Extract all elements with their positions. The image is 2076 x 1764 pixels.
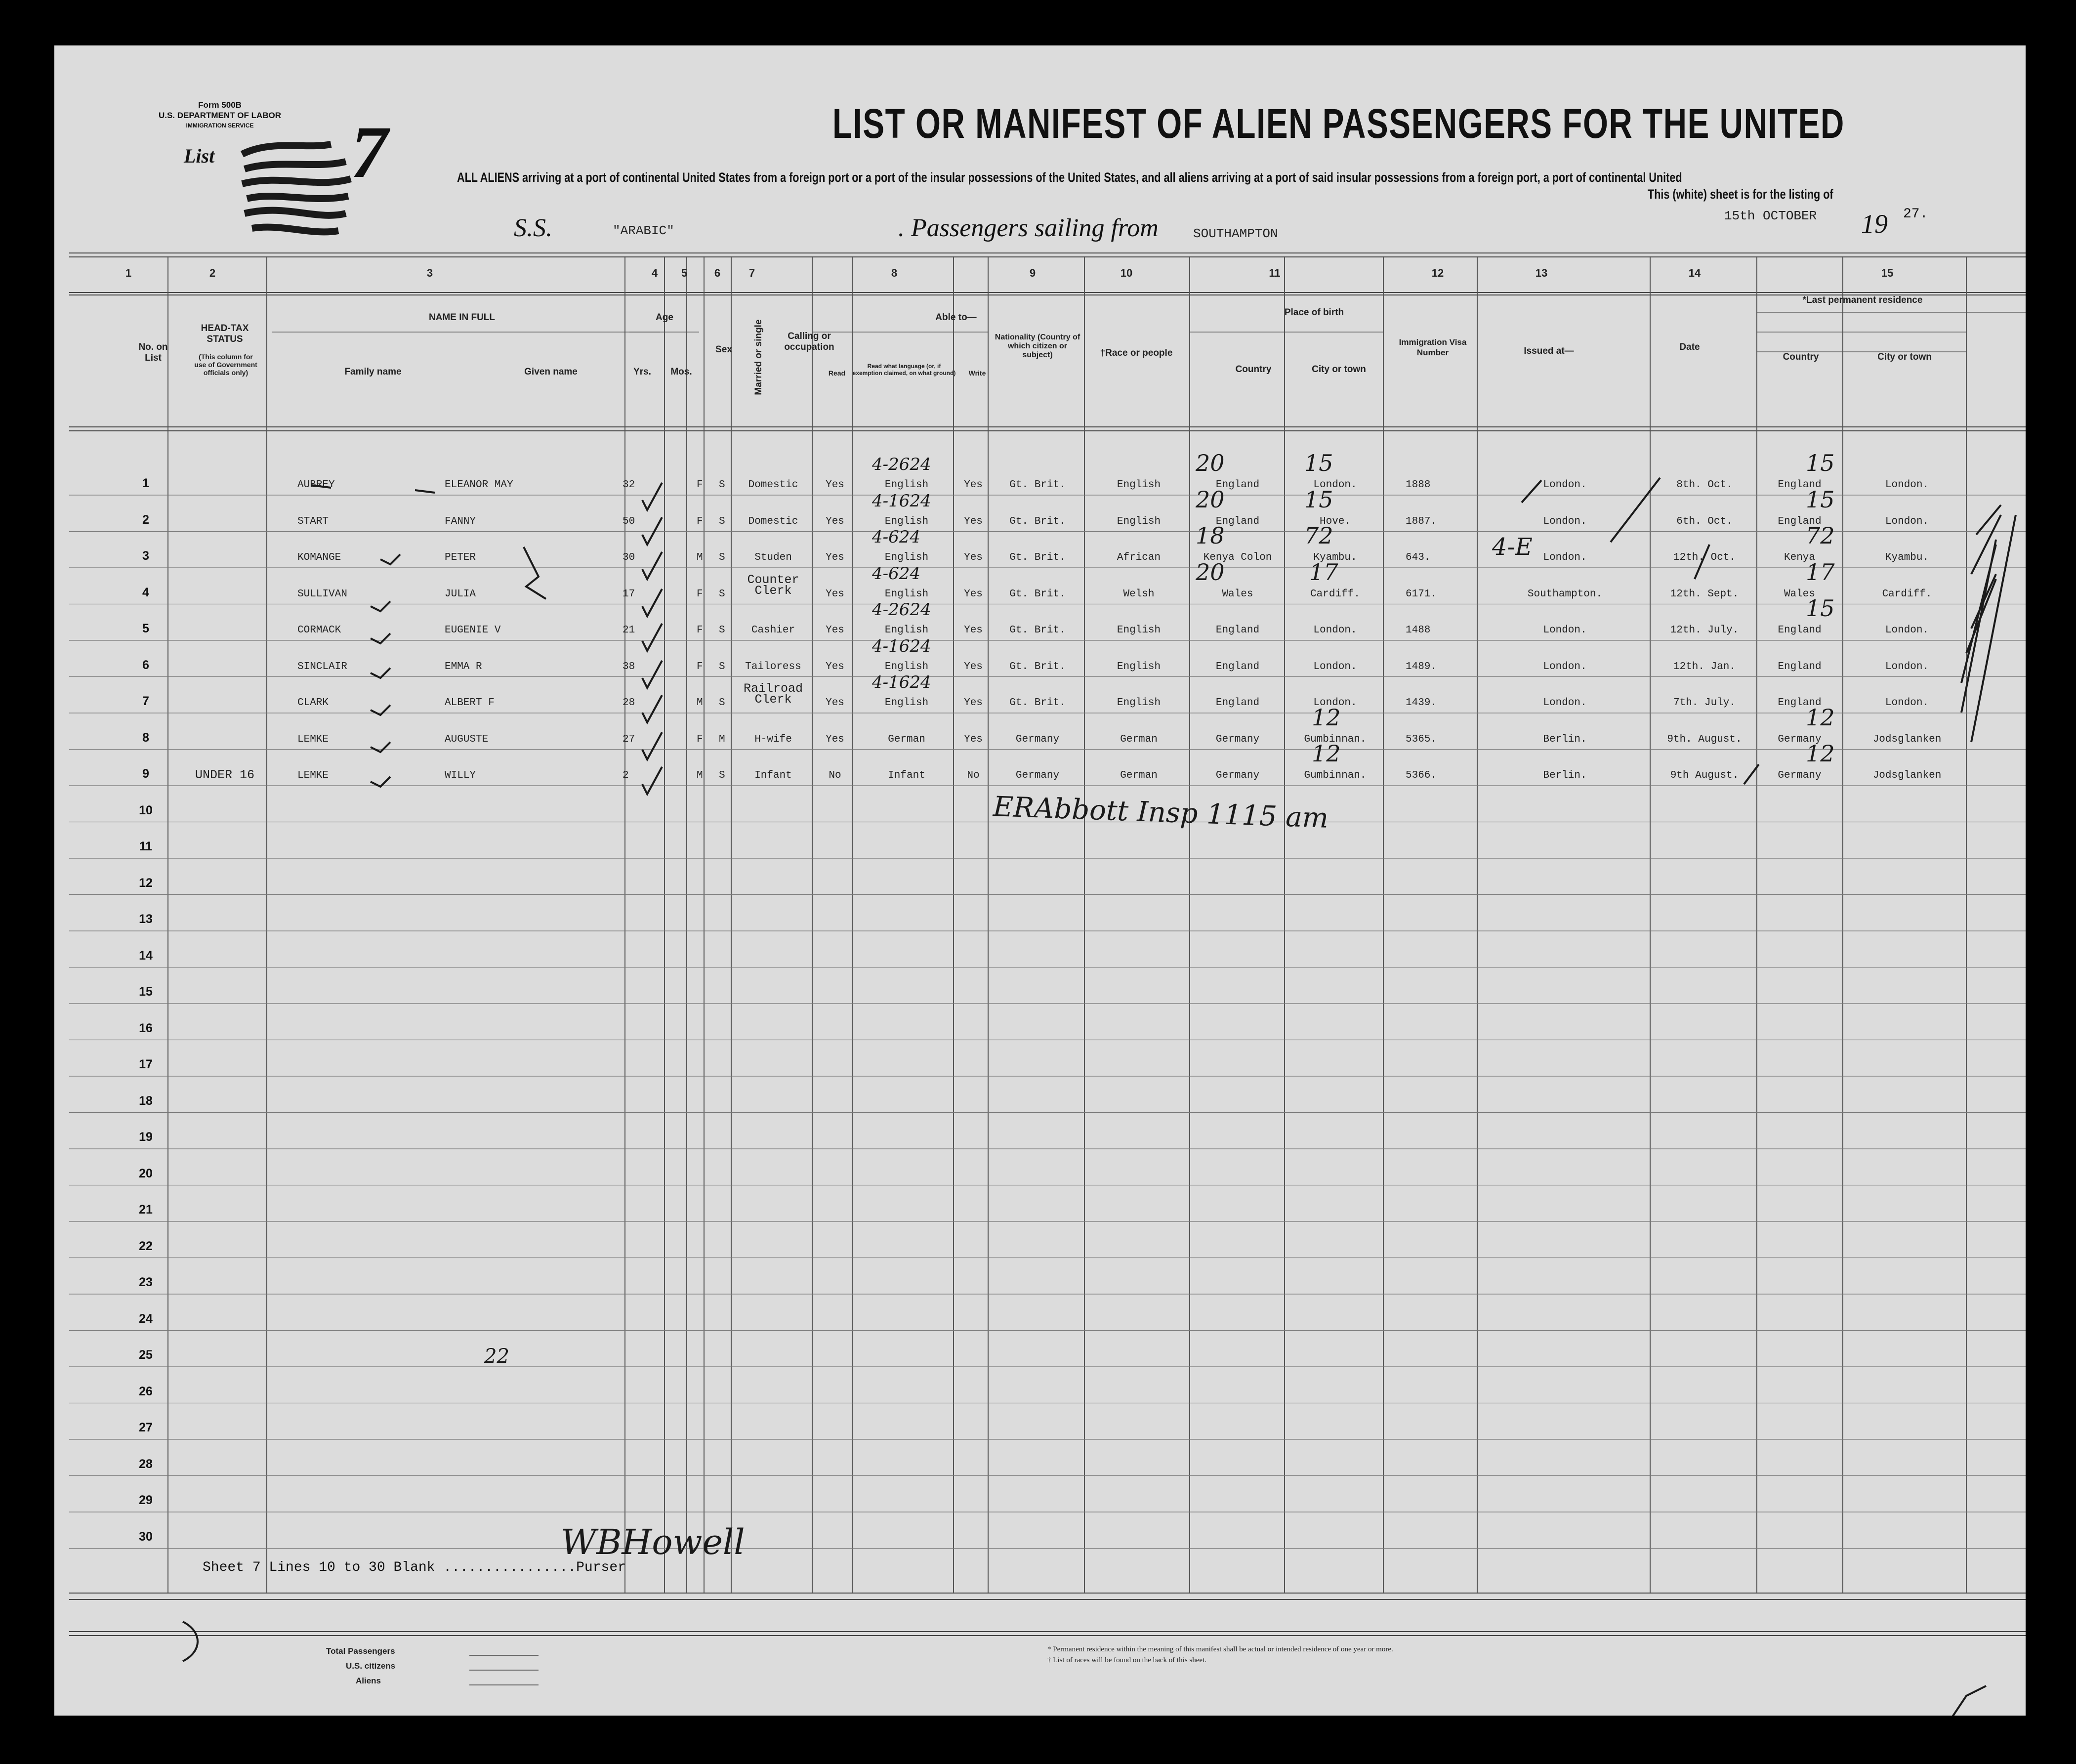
row-number: 3 [142,549,149,563]
birth-city-mark: 72 [1304,522,1333,549]
race-cell: African [1117,552,1161,563]
read-cell: Yes [826,552,844,563]
residence-city-cell: London. [1885,697,1929,709]
header-able-to: Able to— [935,312,977,323]
service-name: IMMIGRATION SERVICE [186,122,254,129]
sex-cell: F [697,588,703,600]
column-number: 15 [1881,267,1894,279]
age-years-cell: 21 [623,625,635,636]
residence-city-cell: Jodsglanken [1872,770,1942,781]
row-number: 15 [139,985,153,999]
read-cell: Yes [826,588,844,600]
row-number: 5 [142,622,149,635]
read-language-note: 4-2624 [872,600,931,620]
family-name-cell: LEMKE [297,733,329,745]
visa-date-cell: 12th. Sept. [1670,588,1739,600]
issued-note: 4-E [1492,533,1533,561]
us-citizens-label: U.S. citizens [346,1661,396,1671]
residence-country-cell: England [1778,479,1822,491]
birth-country-mark: 20 [1196,486,1225,513]
head-tax-cell: UNDER 16 [195,768,255,782]
read-cell: Yes [826,479,844,491]
issued-at-cell: London. [1543,479,1587,491]
row-number: 16 [139,1021,153,1035]
race-cell: German [1120,770,1158,781]
nationality-cell: Gt. Brit. [1009,515,1066,527]
residence-mark: 72 [1806,522,1835,549]
footer-sheet-line: Sheet 7 Lines 10 to 30 Blank ................Purser [203,1560,626,1575]
header-nationality: Nationality (Country of which citizen or subject) [995,333,1080,359]
header-place-of-birth: Place of birth [1284,307,1344,318]
nationality-cell: Gt. Brit. [1009,625,1066,636]
given-name-cell: EMMA R [445,661,482,672]
header-pob-country: Country [1235,364,1272,375]
language-cell: English [884,588,929,600]
given-name-cell: PETER [445,552,476,563]
header-pob-city: City or town [1312,364,1366,375]
column-number: 1 [125,267,132,279]
read-language-note: 4-624 [872,527,921,547]
write-cell: Yes [964,661,983,672]
header-visa: Immigration Visa Number [1399,337,1467,357]
sex-cell: F [697,515,703,527]
column-number: 4 [651,267,658,279]
occupation-cell: Infant [754,770,792,781]
residence-city-cell: London. [1885,515,1929,527]
race-cell: English [1117,625,1161,636]
header-write: Write [968,369,986,377]
read-cell: Yes [826,733,844,745]
visa-number-cell: 1887. [1406,515,1437,527]
row-number: 22 [139,1239,153,1253]
nationality-cell: Gt. Brit. [1009,479,1066,491]
header-race: †Race or people [1100,348,1173,358]
residence-country-cell: Kenya [1784,552,1815,563]
marital-status-cell: S [719,697,725,709]
column-number: 6 [714,267,721,279]
birth-country-mark: 20 [1196,450,1225,476]
issued-at-cell: Berlin. [1543,770,1587,781]
residence-country-cell: Germany [1778,770,1822,781]
column-number: 5 [681,267,688,279]
column-number: 14 [1688,267,1701,279]
visa-number-cell: 643. [1406,552,1431,563]
visa-number-cell: 5366. [1406,770,1437,781]
occupation-cell: H-wife [754,733,792,745]
birth-city-mark: 12 [1312,704,1341,731]
marital-status-cell: M [719,733,725,745]
marital-status-cell: S [719,770,725,781]
header-calling: Calling or occupation [784,331,834,352]
column-number: 11 [1269,267,1281,279]
form-block [146,100,294,131]
birth-city-cell: London. [1313,661,1357,672]
language-cell: English [884,479,929,491]
row-number: 25 [139,1348,153,1362]
row-number: 6 [142,658,149,672]
family-name-cell: AUBREY [297,479,335,491]
birth-city-cell: London. [1313,479,1357,491]
row-number: 10 [139,803,153,817]
birth-country-cell: Wales [1222,588,1253,600]
row-number: 13 [139,912,153,926]
visa-number-cell: 6171. [1406,588,1437,600]
column-number: 3 [426,267,433,279]
sex-cell: M [697,552,703,563]
read-language-note: 4-1624 [872,636,931,656]
row-number: 8 [142,730,149,745]
row-25-mark: 22 [484,1345,509,1368]
row-number: 2 [142,512,149,527]
birth-country-cell: England [1215,625,1260,636]
ship-name: "ARABIC" [613,223,674,238]
birth-country-cell: Germany [1215,770,1260,781]
birth-country-mark: 18 [1196,522,1225,549]
residence-city-cell: London. [1885,625,1929,636]
race-cell: English [1117,479,1161,491]
occupation-cell: Domestic [748,515,798,527]
issued-at-cell: Southampton. [1527,588,1603,600]
sailing-from-label: . Passengers sailing from [898,214,1159,242]
residence-country-cell: England [1778,625,1822,636]
visa-date-cell: 6th. Oct. [1676,515,1733,527]
form-number: Form 500B [198,100,242,110]
row-number: 12 [139,876,153,890]
write-cell: Yes [964,588,983,600]
residence-country-cell: England [1778,697,1822,709]
language-cell: German [888,733,925,745]
purser-signature: WBHowell [561,1522,745,1562]
visa-date-cell: 9th August. [1670,770,1739,781]
birth-city-mark: 17 [1309,558,1338,586]
age-years-cell: 30 [623,552,635,563]
page-subtitle: ALL ALIENS arriving at a port of continental United States from a foreign port or a port of the insular possessions of the United States, and all aliens arriving at a port of said insular possessions from a foreign port, a port of continental United [457,170,1682,185]
residence-country-cell: England [1778,661,1822,672]
issued-at-cell: London. [1543,697,1587,709]
row-number: 27 [139,1421,153,1434]
occupation-cell: Tailoress [745,661,801,672]
read-cell: Yes [826,661,844,672]
header-read-what: Read what language (or, if exemption claimed, on what ground) [852,363,956,377]
birth-city-mark: 15 [1304,450,1333,476]
visa-date-cell: 12th. Oct. [1673,552,1736,563]
write-cell: Yes [964,479,983,491]
birth-city-cell: Cardiff. [1310,588,1360,600]
visa-date-cell: 12th. July. [1670,625,1739,636]
race-cell: German [1120,733,1158,745]
department-name: U.S. DEPARTMENT OF LABOR [158,111,282,120]
aliens-label: Aliens [356,1676,381,1685]
residence-country-cell: England [1778,515,1822,527]
column-number: 13 [1535,267,1548,279]
read-language-note: 4-1624 [872,672,931,692]
birth-city-cell: Hove. [1319,515,1351,527]
sex-cell: M [697,697,703,709]
column-number: 9 [1029,267,1036,279]
write-cell: Yes [964,515,983,527]
read-language-note: 4-2624 [872,455,931,474]
family-name-cell: SULLIVAN [297,588,347,600]
given-name-cell: EUGENIE V [445,625,501,636]
write-cell: Yes [964,552,983,563]
occupation-cell: Cashier [751,625,795,636]
race-cell: English [1117,515,1161,527]
row-number: 24 [139,1311,153,1326]
residence-city-cell: London. [1885,661,1929,672]
header-head-tax: HEAD-TAX STATUS [201,323,249,344]
header-name-in-full: NAME IN FULL [428,312,496,323]
row-number: 14 [139,948,153,963]
header-mos: Mos. [670,367,692,377]
departure-port: SOUTHAMPTON [1193,226,1278,241]
write-cell: Yes [964,733,983,745]
header-given-name: Given name [524,367,578,377]
age-years-cell: 32 [623,479,635,491]
language-cell: English [884,625,929,636]
row-number: 17 [139,1057,153,1071]
list-scribble [232,134,361,243]
table-grid [54,45,2026,1716]
age-years-cell: 28 [623,697,635,709]
nationality-cell: Gt. Brit. [1009,588,1066,600]
row-number: 7 [142,694,149,708]
given-name-cell: AUGUSTE [445,733,489,745]
header-last-residence: *Last permanent residence [1802,295,1923,305]
marital-status-cell: S [719,552,725,563]
birth-country-mark: 20 [1196,558,1225,586]
family-name-cell: CORMACK [297,625,341,636]
residence-country-cell: Wales [1784,588,1815,600]
birth-city-cell: London. [1313,697,1357,709]
row-number: 11 [139,840,153,853]
visa-date-cell: 7th. July. [1673,697,1736,709]
family-name-cell: CLARK [297,697,329,709]
language-cell: English [884,552,929,563]
total-passengers-label: Total Passengers [326,1646,395,1656]
birth-country-cell: Germany [1215,733,1260,745]
read-language-note: 4-1624 [872,491,931,511]
issued-at-cell: London. [1543,515,1587,527]
sex-cell: F [697,661,703,672]
column-number: 8 [891,267,898,279]
sex-cell: F [697,625,703,636]
family-name-cell: SINCLAIR [297,661,347,672]
write-cell: Yes [964,625,983,636]
sailing-date: 15th OCTOBER [1724,209,1817,223]
occupation-cell: Studen [754,552,792,563]
header-head-tax-note: (This column for use of Government officials only) [194,353,257,377]
family-name-cell: KOMANGE [297,552,341,563]
occupation-cell: Counter Clerk [747,572,799,598]
given-name-cell: ALBERT F [445,697,495,709]
nationality-cell: Germany [1015,733,1060,745]
family-name-cell: LEMKE [297,770,329,781]
given-name-cell: JULIA [445,588,476,600]
birth-city-mark: 15 [1304,486,1333,513]
residence-mark: 17 [1806,558,1835,586]
residence-city-cell: London. [1885,479,1929,491]
residence-mark: 15 [1806,450,1835,476]
year-prefix: 19 [1861,209,1888,239]
birth-country-cell: Kenya Colon [1203,552,1272,563]
page-subtitle-right: This (white) sheet is for the listing of [1648,187,1833,202]
read-cell: Yes [826,625,844,636]
residence-mark: 12 [1806,740,1835,767]
age-years-cell: 27 [623,733,635,745]
header-no-on-list: No. on List [138,342,168,363]
row-number: 20 [139,1166,153,1180]
read-cell: Yes [826,697,844,709]
row-number: 1 [142,476,149,490]
row-number: 26 [139,1384,153,1398]
header-sex: Sex [715,344,732,355]
column-number: 7 [748,267,755,279]
read-language-note: 4-624 [872,563,921,584]
row-number: 29 [139,1493,153,1507]
write-cell: No [967,770,980,781]
birth-city-cell: Kyambu. [1313,552,1357,563]
marital-status-cell: S [719,588,725,600]
year-suffix: 27. [1903,207,1928,222]
row-number: 23 [139,1275,153,1289]
language-cell: English [884,661,929,672]
header-family-name: Family name [344,367,402,377]
visa-date-cell: 12th. Jan. [1673,661,1736,672]
totals-rules [450,1646,548,1696]
column-number: 10 [1120,267,1133,279]
residence-city-cell: Jodsglanken [1872,733,1942,745]
issued-at-cell: London. [1543,552,1587,563]
nationality-cell: Gt. Brit. [1009,661,1066,672]
row-number: 30 [139,1529,153,1544]
marital-status-cell: S [719,661,725,672]
row-number: 18 [139,1093,153,1108]
ship-label: S.S. [514,214,552,242]
read-cell: Yes [826,515,844,527]
birth-city-cell: Gumbinnan. [1304,733,1367,745]
write-cell: Yes [964,697,983,709]
age-years-cell: 50 [623,515,635,527]
manifest-sheet [54,45,2026,1716]
row-number: 19 [139,1130,153,1144]
read-cell: No [829,770,841,781]
column-number: 2 [209,267,216,279]
occupation-cell: Railroad Clerk [743,681,803,707]
residence-mark: 15 [1806,486,1835,513]
language-cell: English [884,697,929,709]
given-name-cell: FANNY [445,515,476,527]
visa-number-cell: 1489. [1406,661,1437,672]
marital-status-cell: S [719,515,725,527]
race-cell: English [1117,697,1161,709]
header-age: Age [656,312,673,323]
age-years-cell: 2 [623,770,629,781]
column-number: 12 [1431,267,1444,279]
residence-country-cell: Germany [1778,733,1822,745]
marital-status-cell: S [719,479,725,491]
nationality-cell: Gt. Brit. [1009,697,1066,709]
row-number: 28 [139,1457,153,1471]
birth-country-cell: England [1215,697,1260,709]
issued-at-cell: London. [1543,625,1587,636]
sex-cell: F [697,733,703,745]
visa-number-cell: 1488 [1406,625,1431,636]
inspector-stamp: ERAbbott Insp 1115 am [993,791,1329,835]
list-number: 7 [351,111,388,193]
race-cell: Welsh [1123,588,1155,600]
header-married: Married or single [753,319,764,395]
header-issued-at: Issued at— [1524,346,1574,356]
birth-country-cell: England [1215,479,1260,491]
age-years-cell: 17 [623,588,635,600]
birth-city-mark: 12 [1312,740,1341,767]
row-number: 21 [139,1203,153,1217]
visa-date-cell: 9th. August. [1667,733,1742,745]
visa-date-cell: 8th. Oct. [1676,479,1733,491]
footnote-races: † List of races will be found on the back of this sheet. [1047,1656,1207,1664]
sex-cell: F [697,479,703,491]
page-title: LIST OR MANIFEST OF ALIEN PASSENGERS FOR THE UNITED [832,100,1845,147]
footnote-residence: * Permanent residence within the meaning of this manifest shall be actual or intended residence of one year or more. [1047,1645,1393,1653]
header-read: Read [828,369,846,377]
sex-cell: M [697,770,703,781]
given-name-cell: WILLY [445,770,476,781]
language-cell: English [884,515,929,527]
birth-city-cell: London. [1313,625,1357,636]
nationality-cell: Gt. Brit. [1009,552,1066,563]
birth-city-cell: Gumbinnan. [1304,770,1367,781]
residence-city-cell: Kyambu. [1885,552,1929,563]
row-number: 4 [142,585,149,599]
header-date: Date [1679,342,1700,352]
birth-country-cell: England [1215,661,1260,672]
visa-number-cell: 1888 [1406,479,1431,491]
issued-at-cell: Berlin. [1543,733,1587,745]
age-years-cell: 38 [623,661,635,672]
issued-at-cell: London. [1543,661,1587,672]
race-cell: English [1117,661,1161,672]
occupation-cell: Domestic [748,479,798,491]
header-yrs: Yrs. [633,367,651,377]
visa-number-cell: 1439. [1406,697,1437,709]
family-name-cell: START [297,515,329,527]
nationality-cell: Germany [1015,770,1060,781]
residence-mark: 15 [1806,595,1835,622]
header-res-city: City or town [1877,352,1932,362]
row-number: 9 [142,767,149,781]
visa-number-cell: 5365. [1406,733,1437,745]
given-name-cell: ELEANOR MAY [445,479,513,491]
language-cell: Infant [888,770,925,781]
marital-status-cell: S [719,625,725,636]
residence-city-cell: Cardiff. [1882,588,1932,600]
header-res-country: Country [1783,352,1819,362]
residence-mark: 12 [1806,704,1835,731]
birth-country-cell: England [1215,515,1260,527]
list-label: List [184,145,215,167]
